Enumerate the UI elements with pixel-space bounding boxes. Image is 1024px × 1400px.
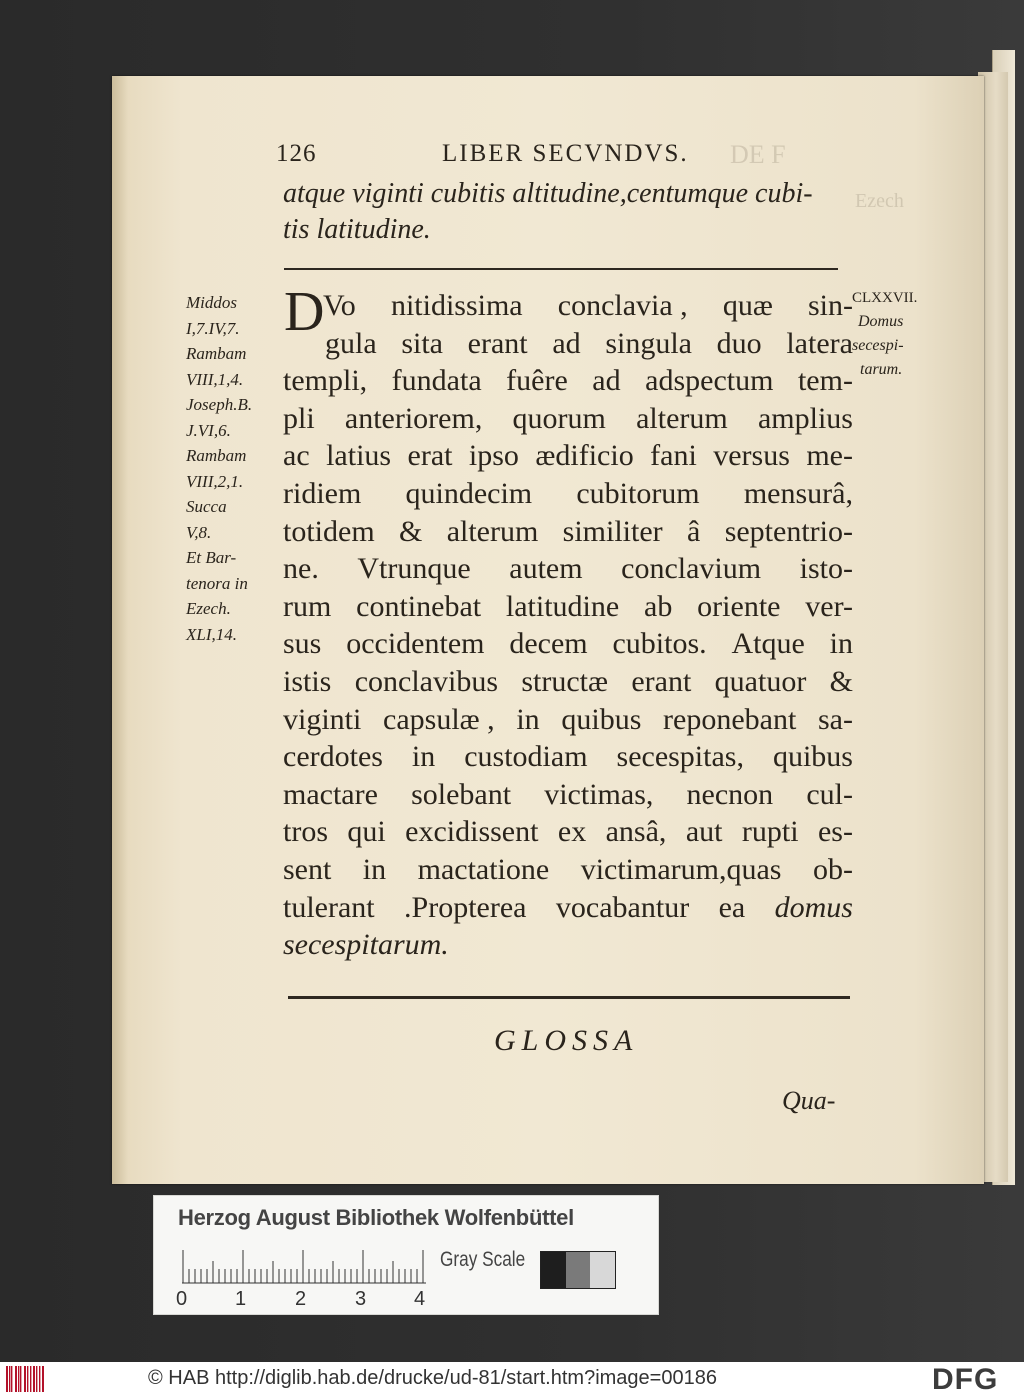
body-word: quatuor: [714, 664, 807, 698]
barcode-bar: [30, 1366, 31, 1392]
body-word: rum: [283, 589, 332, 623]
body-word: structæ: [521, 664, 609, 698]
body-word: Atque: [731, 627, 805, 661]
drop-cap: D: [284, 281, 325, 343]
body-word: ver-: [805, 589, 853, 623]
continued-line: atque viginti cubitis altitudine,centumque cubi-: [283, 178, 813, 209]
body-word: pli: [283, 401, 315, 435]
body-word: solebant: [411, 777, 512, 811]
body-word: autem: [509, 552, 583, 586]
barcode-bar: [36, 1366, 37, 1392]
body-word: ex: [557, 815, 587, 849]
body-word: ad: [552, 326, 581, 360]
top-rule: [284, 268, 838, 270]
body-word: erant: [467, 326, 528, 360]
body-word: in: [362, 852, 387, 886]
body-word: conclavia ,: [557, 289, 688, 322]
barcode-bar: [18, 1366, 19, 1392]
body-word: versus: [713, 439, 790, 473]
gray-swatch: [566, 1252, 591, 1288]
body-line: [283, 625, 853, 663]
body-word: custodiam: [464, 740, 588, 774]
body-word: nitidissima: [390, 289, 523, 322]
body-word: aut: [685, 815, 723, 849]
body-word: mactatione: [417, 852, 550, 886]
margin-note-line: Joseph.B.: [186, 395, 253, 414]
ruler-number: 1: [235, 1288, 247, 1310]
body-word: ansâ,: [605, 815, 667, 849]
left-margin-notes: [186, 290, 286, 647]
margin-note-line: Rambam: [186, 446, 247, 465]
body-word: totidem: [283, 514, 375, 548]
body-line: [283, 701, 853, 739]
body-word: .Propterea: [404, 890, 527, 924]
barcode-bar: [42, 1366, 44, 1392]
body-line: [283, 889, 853, 927]
body-word: erant: [631, 664, 692, 698]
section-number: CLXXVII.: [852, 290, 918, 306]
body-word: latera: [786, 326, 853, 360]
barcode-bar: [15, 1366, 17, 1392]
body-word: qui: [347, 815, 386, 849]
margin-note-line: I,7.IV,7.: [186, 318, 240, 338]
ruler-number: 3: [355, 1288, 367, 1310]
gray-scale-label: Gray Scale: [440, 1248, 526, 1271]
body-word: ad: [592, 364, 621, 398]
body-word: necnon: [686, 777, 774, 811]
margin-note-line: Ezech.: [186, 599, 231, 618]
continued-line: tis latitudine.: [283, 214, 431, 245]
body-word: ea: [718, 890, 746, 924]
barcode-bar: [24, 1366, 26, 1392]
body-word: erat: [407, 439, 453, 473]
dfg-logo: DFG: [932, 1363, 999, 1396]
ruler-number: 4: [414, 1288, 426, 1310]
body-word: quorum: [512, 401, 606, 435]
body-line: [283, 776, 853, 814]
body-word: secespitarum.: [283, 928, 449, 962]
body-word: quibus: [772, 740, 853, 774]
body-word: amplius: [757, 401, 853, 435]
body-word: alterum: [636, 401, 728, 435]
margin-note-line: VIII,2,1.: [186, 471, 244, 491]
barcode-icon: [6, 1364, 46, 1394]
body-word: cerdotes: [283, 740, 383, 774]
body-word: oriente: [697, 589, 781, 623]
body-text: [283, 287, 853, 964]
body-word: mensurâ,: [743, 476, 853, 510]
margin-note-line: secespi-: [852, 337, 904, 354]
body-word: in: [829, 627, 853, 661]
body-word: fuêre: [506, 364, 568, 398]
body-word: alterum: [446, 514, 539, 548]
margin-note-line: Et Bar-: [186, 548, 237, 567]
body-line: [283, 400, 853, 438]
body-word: ab: [644, 589, 673, 623]
margin-note-line: V,8.: [186, 522, 212, 542]
body-word: sa-: [818, 702, 853, 736]
body-word: quibus: [561, 702, 642, 736]
body-word: duo: [716, 326, 762, 360]
margin-note-line: tenora in: [186, 573, 248, 593]
margin-note-line: tarum.: [860, 361, 903, 378]
body-word: Vtrunque: [357, 552, 471, 586]
body-word: excidissent: [405, 815, 539, 849]
body-word: latitudine: [505, 589, 620, 623]
body-word: septentrio-: [724, 514, 853, 548]
body-word: sin-: [807, 289, 853, 322]
body-line: [283, 362, 853, 400]
body-word: anteriorem,: [344, 401, 483, 435]
body-word: domus: [774, 890, 853, 924]
body-word: capsulæ ,: [383, 702, 495, 736]
body-word: reponebant: [663, 702, 797, 736]
body-line: [283, 588, 853, 626]
body-word: secespitas,: [616, 740, 744, 774]
body-word: ne.: [283, 552, 319, 586]
body-line: [283, 813, 853, 851]
body-word: fundata: [391, 364, 482, 398]
body-word: victimarum,quas: [580, 852, 782, 886]
body-line: [283, 738, 853, 776]
continued-text: [283, 176, 853, 248]
ruler-number: 0: [176, 1288, 188, 1310]
body-word: ædificio: [535, 439, 634, 473]
body-word: decem: [509, 627, 588, 661]
body-word: me-: [806, 439, 853, 473]
body-word: tem-: [797, 364, 853, 398]
catchword: Qua-: [782, 1086, 836, 1115]
barcode-bar: [6, 1366, 8, 1392]
gray-swatch: [541, 1252, 566, 1288]
barcode-bar: [20, 1366, 21, 1392]
barcode-bar: [33, 1366, 35, 1392]
barcode-bar: [27, 1366, 28, 1392]
body-line: [283, 550, 853, 588]
margin-note-line: Middos: [186, 293, 237, 312]
body-word: similiter: [562, 514, 663, 548]
bleed-through-text: Ezech: [855, 190, 904, 212]
barcode-bar: [39, 1366, 40, 1392]
body-word: latius: [326, 439, 392, 473]
margin-note-line: XLI,14.: [186, 624, 237, 644]
running-head-title: LIBER SECVNDVS.: [442, 140, 689, 167]
body-word: adspectum: [645, 364, 774, 398]
right-margin-note: [852, 286, 962, 382]
body-line: [283, 663, 853, 701]
body-word: ob-: [812, 852, 853, 886]
body-word: isto-: [799, 552, 853, 586]
body-word: viginti: [283, 702, 362, 736]
body-word: &: [399, 514, 423, 548]
body-word: ridiem: [283, 476, 362, 510]
body-word: ipso: [468, 439, 519, 473]
margin-note-line: Domus: [858, 313, 904, 330]
body-word: rupti: [741, 815, 799, 849]
body-line: [283, 926, 853, 964]
page-gutter-shadow: [112, 76, 128, 1184]
body-line: [283, 287, 853, 325]
body-word: templi,: [283, 364, 368, 398]
body-word: cubitos.: [612, 627, 707, 661]
body-word: conclavibus: [354, 664, 498, 698]
body-word: istis: [283, 664, 332, 698]
body-word: sus: [283, 627, 322, 661]
body-word: continebat: [356, 589, 482, 623]
body-line: [283, 475, 853, 513]
body-word: mactare: [283, 777, 378, 811]
page-number: 126: [276, 140, 317, 167]
body-word: tros: [283, 815, 328, 849]
body-word: fani: [650, 439, 697, 473]
body-word: in: [516, 702, 540, 736]
footer-credit: © HAB http://diglib.hab.de/drucke/ud-81/start.htm?image=00186: [148, 1367, 717, 1389]
body-line: [283, 325, 853, 363]
body-word: quindecim: [405, 476, 533, 510]
bottom-rule: [288, 996, 850, 999]
margin-note-line: J.VI,6.: [186, 420, 231, 440]
body-word: gula: [325, 326, 377, 360]
margin-note-line: VIII,1,4.: [186, 369, 244, 389]
body-word: quæ: [722, 289, 773, 322]
body-word: sita: [401, 326, 443, 360]
body-word: sent: [283, 852, 332, 886]
bleed-through-text: DE F: [730, 140, 786, 169]
ruler-number: 2: [295, 1288, 307, 1310]
body-word: â: [687, 514, 701, 548]
body-word: cul-: [806, 777, 853, 811]
body-line: [283, 851, 853, 889]
barcode-bar: [9, 1366, 10, 1392]
body-word: singula: [605, 326, 692, 360]
body-word: occidentem: [346, 627, 485, 661]
body-word: es-: [817, 815, 853, 849]
body-word: cubitorum: [576, 476, 700, 510]
scale-ruler: [182, 1250, 426, 1284]
section-heading: GLOSSA: [494, 1024, 639, 1057]
margin-note-line: Rambam: [186, 344, 247, 363]
barcode-bar: [11, 1366, 12, 1392]
body-word: ac: [283, 439, 310, 473]
body-word: in: [411, 740, 436, 774]
body-line: [283, 513, 853, 551]
gray-scale-swatches: [540, 1251, 616, 1289]
body-word: conclavium: [621, 552, 762, 586]
body-word: Vo: [323, 289, 356, 322]
gray-swatch: [590, 1252, 615, 1288]
margin-note-line: Succa: [186, 497, 227, 516]
body-word: vocabantur: [555, 890, 690, 924]
card-title: Herzog August Bibliothek Wolfenbüttel: [178, 1205, 574, 1230]
body-word: tulerant: [283, 890, 375, 924]
body-word: victimas,: [544, 777, 654, 811]
body-word: &: [829, 664, 853, 698]
body-line: [283, 437, 853, 475]
